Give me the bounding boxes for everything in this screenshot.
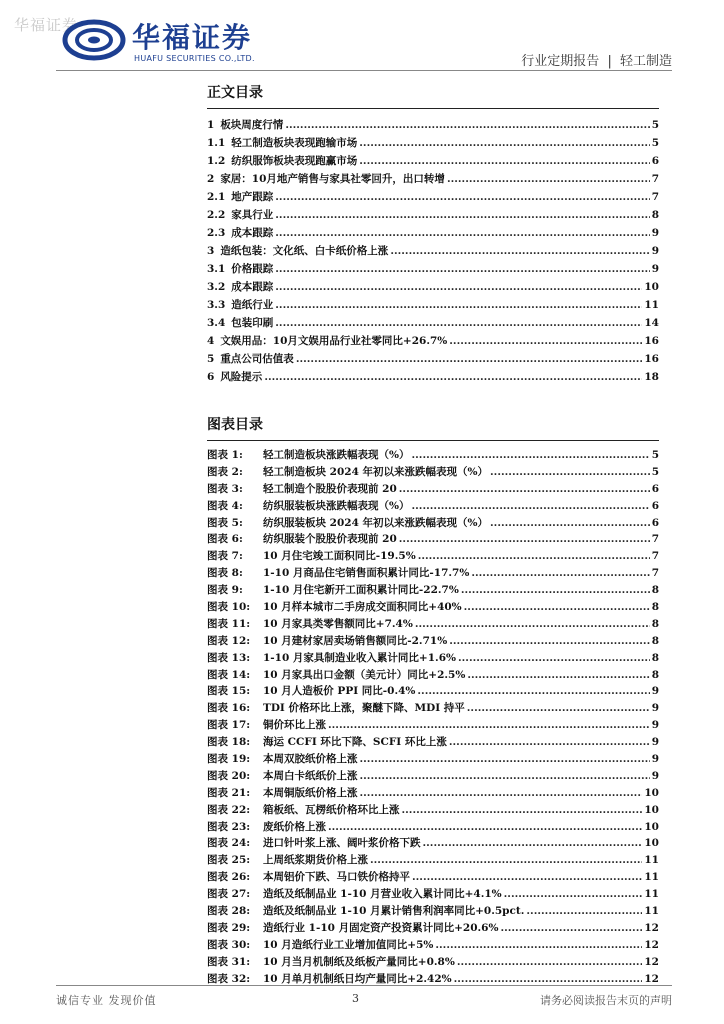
figure-leader-dots	[454, 973, 643, 985]
toc-entry-page: 16	[644, 353, 659, 365]
figure-leader-dots	[467, 702, 650, 714]
toc-leader-dots	[285, 119, 649, 131]
figure-entry-label: 图表 20:	[207, 769, 251, 782]
figure-leader-dots	[360, 753, 650, 765]
figure-entry[interactable]	[207, 903, 659, 920]
toc-entry-number: 3	[207, 245, 215, 257]
figure-entry[interactable]	[207, 650, 659, 667]
figure-entry-page: 9	[651, 702, 659, 715]
figure-leader-dots	[526, 905, 642, 917]
figure-entry[interactable]	[207, 886, 659, 903]
figure-leader-dots	[370, 854, 642, 866]
figure-entry[interactable]	[207, 515, 659, 532]
toc-entry-page: 9	[651, 227, 659, 239]
figure-entry[interactable]	[207, 683, 659, 700]
toc-entry-title: 价格跟踪	[231, 263, 274, 275]
figure-entry-title: 10 月单月机制纸日均产量同比+2.42%	[263, 972, 452, 985]
figure-leader-dots	[328, 821, 642, 833]
figure-entry-page: 8	[651, 601, 659, 614]
figure-entry-title: 10 月家具出口金额（美元计）同比+2.5%	[263, 668, 466, 681]
figure-entry-page: 10	[644, 820, 659, 833]
figure-entry-title: 10 月造纸行业工业增加值同比+5%	[263, 938, 434, 951]
toc-entry-page: 7	[651, 191, 659, 203]
toc-entry-page: 7	[651, 173, 659, 185]
figure-entry-page: 5	[651, 465, 659, 478]
figure-leader-dots	[471, 567, 649, 579]
figure-entry[interactable]	[207, 802, 659, 819]
figure-entry-page: 11	[644, 888, 659, 901]
figure-entry-page: 12	[644, 938, 659, 951]
toc-entry[interactable]	[207, 369, 659, 387]
figure-entry[interactable]	[207, 616, 659, 633]
figure-entry-page: 6	[651, 482, 659, 495]
toc-leader-dots	[449, 335, 642, 347]
brand-name-cn: 华福证券	[132, 21, 253, 54]
figures-divider	[207, 440, 659, 441]
figure-entry-label: 图表 26:	[207, 871, 251, 884]
figure-leader-dots	[490, 466, 650, 478]
figure-entry-label: 图表 9:	[207, 584, 243, 597]
figure-entry-title: 铜价环比上涨	[263, 719, 326, 732]
figure-leader-dots	[490, 517, 650, 529]
header-separator: |	[607, 54, 612, 69]
figure-entry-page: 5	[651, 449, 659, 461]
figure-entry-label: 图表 23:	[207, 820, 251, 833]
toc-entry[interactable]	[207, 279, 659, 297]
toc-entry-page: 18	[644, 371, 659, 383]
figure-entry-title: 废纸价格上涨	[263, 820, 326, 833]
toc-entry-title: 板块周度行情	[220, 119, 284, 131]
figure-entry-page: 8	[651, 584, 659, 597]
brand-logo-icon	[62, 16, 126, 64]
toc-entry-number: 1	[207, 119, 215, 131]
figure-leader-dots	[399, 533, 650, 545]
figure-leader-dots	[415, 618, 650, 630]
figure-entry-page: 11	[644, 905, 659, 918]
toc-entry[interactable]	[207, 135, 659, 153]
figure-entry-page: 9	[651, 753, 659, 766]
footer-slogan: 诚信专业 发现价值	[56, 994, 157, 1007]
figure-entry-page: 6	[651, 499, 659, 512]
toc-entry[interactable]	[207, 297, 659, 315]
figure-entry-page: 12	[644, 955, 659, 968]
figure-entry[interactable]	[207, 768, 659, 785]
figure-entry-page: 9	[651, 736, 659, 749]
toc-entry[interactable]	[207, 315, 659, 333]
figure-entry-label: 图表 10:	[207, 601, 251, 614]
header-divider	[56, 70, 672, 71]
figure-entry-label: 图表 16:	[207, 702, 251, 715]
toc-leader-dots	[296, 353, 643, 365]
figure-entry[interactable]	[207, 734, 659, 751]
figure-entry-page: 12	[644, 972, 659, 985]
figure-leader-dots	[449, 635, 650, 647]
figure-entry-label: 图表 27:	[207, 888, 251, 901]
figure-entry-title: 纺织服装个股股价表现前 20	[263, 533, 397, 546]
figure-entry[interactable]	[207, 531, 659, 548]
toc-list	[207, 117, 659, 387]
figure-entry[interactable]	[207, 937, 659, 954]
watermark-text: 华福证券	[14, 16, 79, 34]
toc-entry-page: 6	[651, 155, 659, 167]
toc-entry[interactable]	[207, 225, 659, 243]
figure-entry[interactable]	[207, 447, 659, 464]
figure-entry-page: 11	[644, 854, 659, 867]
toc-entry-number: 5	[207, 353, 215, 365]
report-type: 行业定期报告	[521, 54, 600, 69]
figure-leader-dots	[411, 449, 649, 461]
figure-entry[interactable]	[207, 548, 659, 565]
figure-entry-page: 8	[651, 651, 659, 664]
figure-leader-dots	[461, 584, 650, 596]
toc-entry-title: 纺织服饰板块表现跑赢市场	[231, 155, 358, 167]
figure-entry-page: 6	[651, 516, 659, 529]
figure-leader-dots	[411, 500, 649, 512]
figure-entry-label: 图表 18:	[207, 736, 251, 749]
figure-leader-dots	[449, 736, 650, 748]
figure-leader-dots	[500, 922, 642, 934]
toc-leader-dots	[359, 155, 649, 167]
figure-entry-title: 本周双胶纸价格上涨	[263, 753, 358, 766]
toc-entry-title: 成本跟踪	[231, 281, 274, 293]
figure-entry-label: 图表 21:	[207, 786, 251, 799]
toc-leader-dots	[447, 173, 650, 185]
figure-entry-page: 9	[651, 769, 659, 782]
figure-leader-dots	[417, 685, 649, 697]
figure-entry-label: 图表 7:	[207, 550, 243, 563]
figure-entry-label: 图表 3:	[207, 482, 243, 495]
figure-entry-title: 轻工制造板块 2024 年初以来涨跌幅表现（%）	[263, 465, 489, 478]
figure-leader-dots	[423, 837, 643, 849]
toc-entry-number: 4	[207, 335, 215, 347]
figure-entry-label: 图表 4:	[207, 499, 243, 512]
toc-leader-dots	[359, 137, 649, 149]
toc-leader-dots	[275, 209, 649, 221]
figure-entry-title: 轻工制造个股股价表现前 20	[263, 482, 397, 495]
figure-leader-dots	[412, 871, 642, 883]
figure-entry-page: 10	[644, 786, 659, 799]
figure-entry-title: 造纸行业 1-10 月固定资产投资累计同比+20.6%	[263, 921, 499, 934]
figure-entry-title: 轻工制造板块涨跌幅表现（%）	[263, 449, 410, 461]
figure-entry-label: 图表 12:	[207, 634, 251, 647]
toc-entry-title: 家具行业	[231, 209, 274, 221]
figure-entry-title: 1-10 月商品住宅销售面积累计同比-17.7%	[263, 567, 470, 580]
toc-entry[interactable]	[207, 153, 659, 171]
figure-leader-dots	[504, 888, 643, 900]
toc-entry-page: 16	[644, 335, 659, 347]
figure-entry-title: 10 月人造板价 PPI 同比-0.4%	[263, 685, 416, 698]
footer-divider	[56, 985, 672, 986]
toc-leader-dots	[264, 371, 642, 383]
toc-entry[interactable]	[207, 333, 659, 351]
figure-entry[interactable]	[207, 481, 659, 498]
figure-leader-dots	[418, 550, 650, 562]
figure-entry-label: 图表 13:	[207, 651, 251, 664]
toc-entry-number: 6	[207, 371, 215, 383]
brand-name-en: HUAFU SECURITIES CO.,LTD.	[134, 54, 255, 63]
figure-leader-dots	[458, 652, 650, 664]
figure-entry-page: 10	[644, 837, 659, 850]
figure-entry[interactable]	[207, 599, 659, 616]
figure-entry[interactable]	[207, 582, 659, 599]
figure-entry-page: 8	[651, 634, 659, 647]
figure-entry[interactable]	[207, 785, 659, 802]
toc-leader-dots	[275, 281, 642, 293]
figure-entry[interactable]	[207, 700, 659, 717]
page-number: 3	[352, 992, 359, 1005]
figure-entry[interactable]	[207, 954, 659, 971]
figure-entry-page: 8	[651, 617, 659, 630]
toc-entry-number: 3.4	[207, 317, 226, 329]
figure-entry[interactable]	[207, 751, 659, 768]
figure-entry[interactable]	[207, 717, 659, 734]
figure-entry-title: 10 月当月机制纸及纸板产量同比+0.8%	[263, 955, 455, 968]
toc-entry-number: 3.2	[207, 281, 226, 293]
figure-entry-label: 图表 15:	[207, 685, 251, 698]
figure-entry-title: 造纸及纸制品业 1-10 月累计销售利润率同比+0.5pct.	[263, 905, 525, 918]
figure-leader-dots	[399, 483, 650, 495]
figure-entry-page: 9	[651, 719, 659, 732]
figure-entry-label: 图表 17:	[207, 719, 251, 732]
figure-entry-label: 图表 19:	[207, 753, 251, 766]
toc-leader-dots	[275, 263, 649, 275]
toc-entry[interactable]	[207, 243, 659, 261]
figure-entry-label: 图表 8:	[207, 567, 243, 580]
figure-leader-dots	[328, 719, 650, 731]
brand-logo	[62, 12, 272, 72]
figure-entry-title: 本周铝价下跌、马口铁价格持平	[263, 871, 410, 884]
figure-entry-title: 纺织服装板块涨跌幅表现（%）	[263, 499, 410, 512]
toc-entry-number: 2.3	[207, 227, 226, 239]
toc-entry-title: 地产跟踪	[231, 191, 274, 203]
toc-divider	[207, 108, 659, 109]
figure-entry-page: 7	[651, 567, 659, 580]
figure-leader-dots	[360, 787, 643, 799]
figure-entry-page: 9	[651, 685, 659, 698]
figure-entry[interactable]	[207, 869, 659, 886]
toc-title: 正文目录	[207, 85, 263, 101]
toc-leader-dots	[275, 317, 642, 329]
figure-entry[interactable]	[207, 464, 659, 481]
toc-entry-title: 成本跟踪	[231, 227, 274, 239]
figure-entry-title: 本周白卡纸纸价上涨	[263, 769, 358, 782]
toc-entry[interactable]	[207, 261, 659, 279]
toc-entry-number: 1.2	[207, 155, 226, 167]
figure-entry[interactable]	[207, 819, 659, 836]
figure-leader-dots	[402, 804, 643, 816]
toc-entry-title: 重点公司估值表	[220, 353, 294, 365]
figure-entry-label: 图表 22:	[207, 803, 251, 816]
figure-entry-page: 12	[644, 921, 659, 934]
toc-entry-number: 3.1	[207, 263, 226, 275]
toc-leader-dots	[390, 245, 649, 257]
figure-entry[interactable]	[207, 835, 659, 852]
toc-entry-page: 14	[644, 317, 659, 329]
toc-leader-dots	[275, 191, 649, 203]
figure-leader-dots	[360, 770, 650, 782]
figure-entry-title: 1-10 月家具制造业收入累计同比+1.6%	[263, 651, 456, 664]
figure-entry[interactable]	[207, 920, 659, 937]
figure-entry-title: 本周铜版纸价格上涨	[263, 786, 358, 799]
figure-entry-title: 进口针叶浆上涨、阔叶浆价格下跌	[263, 837, 421, 850]
toc-entry[interactable]	[207, 351, 659, 369]
footer-disclaimer: 请务必阅读报告末页的声明	[540, 994, 672, 1007]
figure-entry-label: 图表 32:	[207, 972, 251, 985]
toc-entry-page: 9	[651, 245, 659, 257]
toc-entry-title: 包装印刷	[231, 317, 274, 329]
figure-entry[interactable]	[207, 667, 659, 684]
toc-entry-title: 造纸行业	[231, 299, 274, 311]
toc-entry-page: 11	[644, 299, 659, 311]
figure-entry-label: 图表 1:	[207, 449, 243, 461]
figure-entry[interactable]	[207, 498, 659, 515]
figure-entry-label: 图表 14:	[207, 668, 251, 681]
figure-entry-title: 上周纸浆期货价格上涨	[263, 854, 368, 867]
toc-entry-page: 10	[644, 281, 659, 293]
figure-leader-dots	[467, 669, 649, 681]
figures-title: 图表目录	[207, 417, 263, 433]
toc-leader-dots	[275, 227, 649, 239]
toc-entry-title: 风险提示	[220, 371, 263, 383]
figure-entry-label: 图表 11:	[207, 617, 251, 630]
figure-entry-label: 图表 2:	[207, 465, 243, 478]
figures-list	[207, 447, 659, 988]
toc-entry-title: 轻工制造板块表现跑输市场	[231, 137, 358, 149]
figure-entry-title: 箱板纸、瓦楞纸价格环比上涨	[263, 803, 400, 816]
toc-entry[interactable]	[207, 117, 659, 135]
figure-entry[interactable]	[207, 852, 659, 869]
toc-entry-number: 1.1	[207, 137, 226, 149]
toc-entry-number: 2.2	[207, 209, 226, 221]
figure-entry-title: 1-10 月住宅新开工面积累计同比-22.7%	[263, 584, 459, 597]
toc-entry-title: 造纸包装：文化纸、白卡纸价格上涨	[220, 245, 389, 257]
industry-name: 轻工制造	[619, 54, 672, 69]
toc-entry-page: 5	[651, 137, 659, 149]
figure-entry-title: 10 月家具类零售额同比+7.4%	[263, 617, 413, 630]
figure-entry[interactable]	[207, 565, 659, 582]
figure-entry-title: 10 月住宅竣工面积同比-19.5%	[263, 550, 416, 563]
figure-entry[interactable]	[207, 633, 659, 650]
figure-entry-label: 图表 29:	[207, 921, 251, 934]
toc-entry[interactable]	[207, 171, 659, 189]
figure-entry-page: 10	[644, 803, 659, 816]
toc-entry[interactable]	[207, 189, 659, 207]
toc-entry-page: 5	[651, 119, 659, 131]
toc-leader-dots	[275, 299, 642, 311]
toc-entry-number: 3.3	[207, 299, 226, 311]
figure-leader-dots	[464, 601, 650, 613]
figure-entry-title: 纺织服装板块 2024 年初以来涨跌幅表现（%）	[263, 516, 489, 529]
toc-entry-page: 8	[651, 209, 659, 221]
figure-entry-page: 8	[651, 668, 659, 681]
figure-entry-title: 10 月样本城市二手房成交面积同比+40%	[263, 601, 462, 614]
figure-entry-title: TDI 价格环比上涨，聚醚下降、MDI 持平	[263, 702, 465, 715]
figure-entry-label: 图表 25:	[207, 854, 251, 867]
figure-entry-label: 图表 28:	[207, 905, 251, 918]
figure-entry-page: 7	[651, 550, 659, 563]
toc-entry[interactable]	[207, 207, 659, 225]
figure-entry-page: 11	[644, 871, 659, 884]
figure-entry-title: 造纸及纸制品业 1-10 月营业收入累计同比+4.1%	[263, 888, 502, 901]
figure-entry-label: 图表 6:	[207, 533, 243, 546]
toc-entry-page: 9	[651, 263, 659, 275]
figure-entry-title: 海运 CCFI 环比下降、SCFI 环比上涨	[263, 736, 447, 749]
figure-entry-title: 10 月建材家居卖场销售额同比-2.71%	[263, 634, 448, 647]
toc-entry-number: 2	[207, 173, 215, 185]
figure-entry-page: 7	[651, 533, 659, 546]
toc-entry-title: 文娱用品：10月文娱用品行业社零同比+26.7%	[220, 335, 448, 347]
figure-entry-label: 图表 31:	[207, 955, 251, 968]
figure-entry-label: 图表 24:	[207, 837, 251, 850]
figure-entry-label: 图表 30:	[207, 938, 251, 951]
figure-leader-dots	[457, 956, 643, 968]
report-category	[521, 50, 672, 69]
toc-entry-number: 2.1	[207, 191, 226, 203]
figure-leader-dots	[435, 939, 642, 951]
figure-entry-label: 图表 5:	[207, 516, 243, 529]
toc-entry-title: 家居：10月地产销售与家具社零回升，出口转增	[220, 173, 445, 185]
